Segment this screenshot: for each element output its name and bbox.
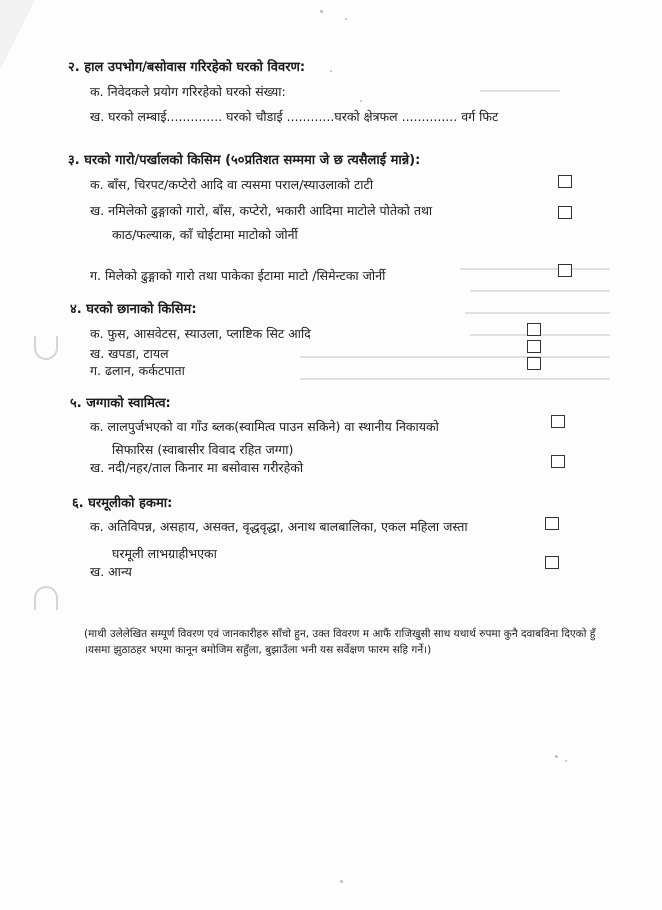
section-6-item-kha: ख. आन्य bbox=[90, 564, 132, 579]
checkbox-6-kha[interactable] bbox=[545, 556, 559, 569]
section-3-item-ga: ग. मिलेको ढुङ्गाको गारो तथा पाकेका ईटामा माटो /सिमेन्टका जोर्नी bbox=[90, 268, 386, 283]
section-3-item-kha-line2: काठ/फल्याक, काँ चोईटामा माटोको जोर्नी bbox=[112, 227, 298, 242]
speck bbox=[320, 10, 323, 13]
speck bbox=[330, 70, 332, 72]
section-3-item-ka: क. बाँस, चिरपट/कप्टेरो आदि वा त्यसमा पराल/स्याउलाको टाटी bbox=[90, 177, 374, 192]
checkbox-4-kha[interactable] bbox=[527, 340, 541, 353]
checkbox-5-kha[interactable] bbox=[551, 455, 565, 468]
declaration-line-2: ।यसमा झुठाठहर भएमा कानून बमोजिम सहुँला, बुझाउँला भनी यस सर्वेक्षण फारम सहि गर्ने।) bbox=[84, 644, 432, 656]
checkbox-6-ka[interactable] bbox=[545, 517, 559, 530]
bleed-through-mark bbox=[300, 356, 610, 358]
section-2-item-kha: ख. घरको लम्बाई.............. घरको चौडाई ............घरको क्षेत्रफल .............. वर्ग फिट bbox=[90, 109, 499, 124]
section-4-item-ga: ग. ढलान, कर्कटपाता bbox=[90, 363, 185, 378]
checkbox-4-ka[interactable] bbox=[527, 323, 541, 336]
section-5-item-ka-line2: सिफारिस (स्वाबासीर विवाद रहित जग्गा) bbox=[112, 442, 294, 457]
section-3-item-kha-line1: ख. नमिलेको ढुङ्गाको गारो, बाँस, कप्टेरो, भकारी आदिमा माटोले पोतेको तथा bbox=[90, 203, 433, 218]
section-5-item-ka-line1: क. लालपुर्जभएको वा गाँउ ब्लक(स्वामित्व पाउन सकिने) वा स्थानीय निकायको bbox=[90, 419, 439, 434]
section-6-heading: ६. घरमूलीको हकमा: bbox=[72, 496, 173, 511]
speck bbox=[360, 100, 362, 102]
section-2-heading: २. हाल उपभोग/बसोवास गरिरहेको घरको विवरण: bbox=[68, 60, 306, 75]
punch-hole-mark bbox=[34, 336, 58, 360]
bleed-through-mark bbox=[300, 378, 610, 380]
section-5-heading: ५. जग्गाको स्वामित्व: bbox=[70, 396, 171, 411]
section-4-heading: ४. घरको छानाको किसिम: bbox=[70, 302, 197, 317]
folded-corner bbox=[0, 0, 35, 70]
speck bbox=[555, 755, 558, 758]
speck bbox=[340, 880, 343, 883]
section-5-item-kha: ख. नदी/नहर/ताल किनार मा बसोवास गरीरहेको bbox=[90, 460, 304, 475]
section-6-item-ka-line1: क. अतिविपन्न, असहाय, असक्त, वृद्धवृद्धा, अनाथ बालबालिका, एकल महिला जस्ता bbox=[90, 519, 468, 534]
section-4-item-ka: क. फुस, आसवेटस, स्याउला, प्लाष्टिक सिट आदि bbox=[90, 326, 311, 341]
bleed-through-mark bbox=[465, 312, 610, 314]
checkbox-3-ka[interactable] bbox=[558, 175, 572, 188]
speck bbox=[345, 18, 347, 20]
checkbox-3-kha[interactable] bbox=[558, 206, 572, 219]
punch-hole-mark bbox=[34, 586, 58, 610]
section-6-item-ka-line2: घरमूली लाभग्राहीभएका bbox=[112, 546, 217, 561]
bleed-through-mark bbox=[480, 90, 560, 92]
checkbox-3-ga[interactable] bbox=[558, 264, 572, 277]
checkbox-4-ga[interactable] bbox=[527, 357, 541, 370]
bleed-through-mark bbox=[460, 268, 610, 270]
checkbox-5-ka[interactable] bbox=[551, 415, 565, 428]
section-3-heading: ३. घरको गारो/पर्खालको किसिम (५०प्रतिशत सम्ममा जे छ त्यसैलाई मान्ने): bbox=[68, 153, 421, 168]
bleed-through-mark bbox=[470, 290, 610, 292]
speck bbox=[565, 760, 567, 762]
section-4-item-kha: ख. खपडा, टायल bbox=[90, 346, 169, 361]
declaration-line-1: (माथी उलेलेखित सम्पूर्ण विवरण एवं जानकारीहरु साँचो हुन, उक्त विवरण म आफैं राजिखुसी साथ यथार्थ रुपमा कुनै दवाबविना दिएको हुँ bbox=[84, 628, 596, 640]
section-2-item-ka: क. निवेदकले प्रयोग गरिरहेको घरको संख्या: bbox=[90, 84, 286, 99]
